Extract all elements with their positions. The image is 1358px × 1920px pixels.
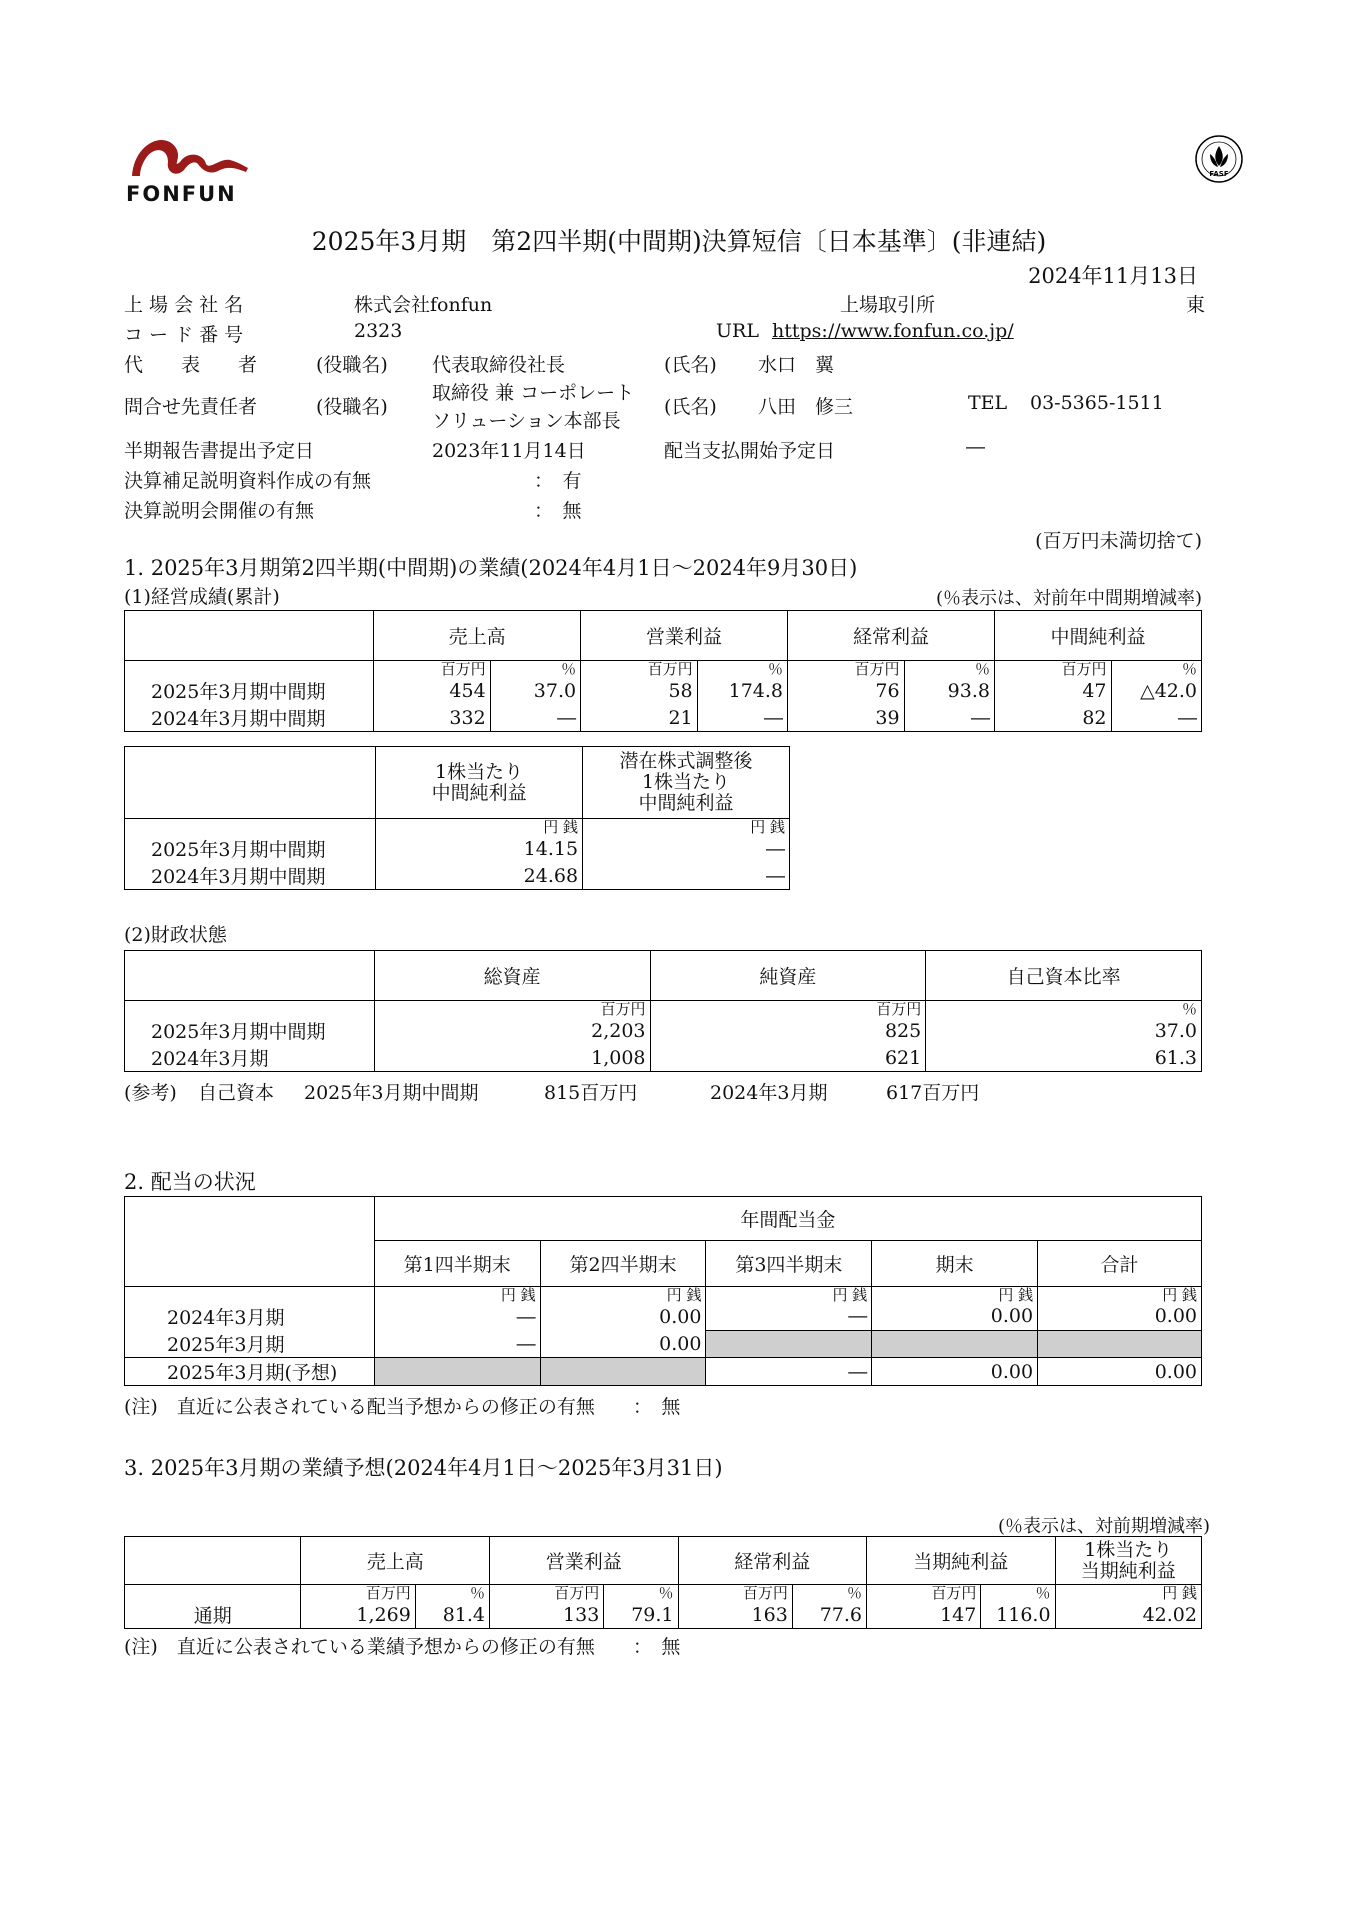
col-eps <box>376 747 583 819</box>
ref-period-2: 2024年3月期 <box>710 1082 828 1104</box>
col-eps-line1: 1株当たり <box>1084 1538 1173 1561</box>
col-q3: 第3四半期末 <box>706 1241 872 1287</box>
unit-cell: 百万円 <box>788 661 905 678</box>
col-sales: 売上高 <box>301 1537 490 1585</box>
col-year-end: 期末 <box>872 1241 1038 1287</box>
section3-heading: 3. 2025年3月期の業績予想(2024年4月1日～2025年3月31日) <box>124 1456 723 1480</box>
section1-sub1: (1)経営成績(累計) <box>124 586 280 608</box>
financial-table <box>124 950 1202 1072</box>
briefing-value: ： 無 <box>534 500 582 522</box>
unit-cell: 百万円 <box>994 661 1111 678</box>
section1-heading: 1. 2025年3月期第2四半期(中間期)の業績(2024年4月1日～2024年9月30日) <box>124 556 858 580</box>
cell: 14.15 <box>376 835 583 862</box>
unit-cell: 百万円 <box>374 1001 650 1018</box>
unit-cell: 百万円 <box>678 1585 792 1602</box>
unit-cell: 円 銭 <box>374 1287 540 1304</box>
col-q2: 第2四半期末 <box>540 1241 706 1287</box>
unit-cell: ％ <box>1111 661 1202 678</box>
cell <box>1038 1330 1202 1358</box>
row-label: 2025年3月期中間期 <box>125 677 374 704</box>
cell: ― <box>583 835 790 862</box>
rounding-note: (百万円未満切捨て) <box>1035 530 1202 552</box>
cell: 21 <box>581 704 698 732</box>
unit-cell: 百万円 <box>490 1585 604 1602</box>
cell: ― <box>904 704 994 732</box>
col-operating: 営業利益 <box>581 611 788 661</box>
cell: 37.0 <box>926 1017 1202 1044</box>
row-label: 2024年3月期 <box>125 1044 375 1072</box>
cell: 0.00 <box>540 1303 706 1330</box>
tel-value: 03-5365-1511 <box>1030 392 1164 414</box>
unit-cell: 円 銭 <box>706 1287 872 1304</box>
col-eps-line2: 当期純利益 <box>1080 1559 1176 1582</box>
table-row <box>125 1601 1202 1629</box>
cell: 147 <box>867 1601 981 1629</box>
cell: 0.00 <box>540 1330 706 1358</box>
unit-cell: ％ <box>792 1585 866 1602</box>
row-label: 2024年3月期 <box>125 1303 375 1330</box>
unit-cell: ％ <box>415 1585 489 1602</box>
unit-cell: 円 銭 <box>1038 1287 1202 1304</box>
rep-role-label: (役職名) <box>316 354 388 376</box>
release-date: 2024年11月13日 <box>1028 264 1198 288</box>
dividend-start-value: ― <box>966 436 985 458</box>
cell <box>374 1358 540 1386</box>
logo-wordmark: FONFUN <box>126 182 237 206</box>
rep-role: 代表取締役社長 <box>432 354 566 376</box>
unit-cell: ％ <box>904 661 994 678</box>
header-blank <box>125 611 374 661</box>
rep-name-label: (氏名) <box>664 354 717 376</box>
table-row <box>125 1303 1202 1330</box>
row-label: 2025年3月期(予想) <box>125 1358 375 1386</box>
contact-label: 問合せ先責任者 <box>124 396 258 418</box>
col-diluted-line3: 中間純利益 <box>638 792 734 814</box>
unit-cell: ％ <box>697 661 787 678</box>
supp-label: 決算補足説明資料作成の有無 <box>124 470 372 492</box>
ref-period-1: 2025年3月期中間期 <box>304 1082 479 1104</box>
col-total: 合計 <box>1038 1241 1202 1287</box>
cell <box>872 1330 1038 1358</box>
unit-cell: 円 銭 <box>583 819 790 836</box>
col-eps-line1: 1株当たり <box>435 760 524 783</box>
cell: ― <box>1111 704 1202 732</box>
supp-value: ： 有 <box>534 470 582 492</box>
col-annual-dividend: 年間配当金 <box>374 1197 1201 1241</box>
cell: 37.0 <box>490 677 580 704</box>
table-row <box>125 1330 1202 1358</box>
cell: 47 <box>994 677 1111 704</box>
header-blank <box>125 747 376 819</box>
eps-table <box>124 746 790 890</box>
table-row <box>125 1358 1202 1386</box>
forecast-note: (注) 直近に公表されている業績予想からの修正の有無 ： 無 <box>124 1636 681 1658</box>
table-row <box>125 677 1202 704</box>
rep-name: 水口 翼 <box>758 354 835 376</box>
cell: 825 <box>650 1017 926 1044</box>
contact-role-line1: 取締役 兼 コーポレート <box>432 382 635 404</box>
unit-cell: 百万円 <box>374 661 491 678</box>
unit-cell: 円 銭 <box>1055 1585 1201 1602</box>
cell: 621 <box>650 1044 926 1072</box>
cell: ― <box>583 862 790 890</box>
cell: 93.8 <box>904 677 994 704</box>
unit-cell: 百万円 <box>867 1585 981 1602</box>
table-row <box>125 1044 1202 1072</box>
company-url-link[interactable]: https://www.fonfun.co.jp/ <box>772 320 1014 342</box>
dividend-table <box>124 1196 1202 1386</box>
col-ordinary: 経常利益 <box>788 611 995 661</box>
unit-cell: 百万円 <box>301 1585 415 1602</box>
report-date: 2023年11月14日 <box>432 440 586 462</box>
table-row <box>125 1017 1202 1044</box>
table-row <box>125 704 1202 732</box>
col-total-assets: 総資産 <box>374 951 650 1001</box>
col-eps <box>1055 1537 1201 1585</box>
col-net: 中間純利益 <box>994 611 1201 661</box>
cell: 0.00 <box>872 1358 1038 1386</box>
cell: 82 <box>994 704 1111 732</box>
rep-label: 代 表 者 <box>124 354 258 376</box>
cell: 133 <box>490 1601 604 1629</box>
fasf-seal-icon <box>1194 134 1244 184</box>
col-diluted-line2: 1株当たり <box>641 771 731 793</box>
ref-label: (参考) <box>124 1082 177 1104</box>
tel-label: TEL <box>968 392 1008 414</box>
cell: 42.02 <box>1055 1601 1201 1629</box>
unit-cell: 円 銭 <box>872 1287 1038 1304</box>
section3-pct-note: (％表示は、対前期増減率) <box>997 1516 1210 1537</box>
col-q1: 第1四半期末 <box>374 1241 540 1287</box>
col-sales: 売上高 <box>374 611 581 661</box>
cell: 116.0 <box>981 1601 1055 1629</box>
document-title: 2025年3月期 第2四半期(中間期)決算短信〔日本基準〕(非連結) <box>311 227 1047 256</box>
unit-cell: ％ <box>490 661 580 678</box>
code-label: コ ー ド 番 号 <box>124 324 244 346</box>
cell: 79.1 <box>604 1601 678 1629</box>
ref-value-1: 815百万円 <box>544 1082 638 1104</box>
cell: 332 <box>374 704 491 732</box>
row-label: 2024年3月期中間期 <box>125 862 376 890</box>
report-label: 半期報告書提出予定日 <box>124 440 315 462</box>
unit-cell: 円 銭 <box>376 819 583 836</box>
row-label: 通期 <box>125 1601 301 1629</box>
cell <box>706 1330 872 1358</box>
cell: 0.00 <box>872 1303 1038 1330</box>
header-blank <box>125 1537 301 1585</box>
contact-role-label: (役職名) <box>316 396 388 418</box>
row-label: 2025年3月期中間期 <box>125 1017 375 1044</box>
col-net: 当期純利益 <box>867 1537 1056 1585</box>
cell: △42.0 <box>1111 677 1202 704</box>
svg-text:FASF: FASF <box>1209 170 1229 178</box>
unit-cell: 円 銭 <box>540 1287 706 1304</box>
cell: 1,269 <box>301 1601 415 1629</box>
unit-cell: 百万円 <box>650 1001 926 1018</box>
unit-cell: ％ <box>981 1585 1055 1602</box>
cell: ― <box>706 1358 872 1386</box>
unit-cell: 百万円 <box>581 661 698 678</box>
col-net-assets: 純資産 <box>650 951 926 1001</box>
ref-value-2: 617百万円 <box>886 1082 980 1104</box>
cell: ― <box>374 1330 540 1358</box>
col-ordinary: 経常利益 <box>678 1537 867 1585</box>
col-equity-ratio: 自己資本比率 <box>926 951 1202 1001</box>
row-label: 2025年3月期 <box>125 1330 375 1358</box>
cell: 2,203 <box>374 1017 650 1044</box>
exchange-label: 上場取引所 <box>840 294 936 316</box>
header-blank <box>125 951 375 1001</box>
row-label: 2025年3月期中間期 <box>125 835 376 862</box>
col-eps-line2: 中間純利益 <box>431 781 527 804</box>
table-row <box>125 862 790 890</box>
url-label: URL <box>716 320 759 342</box>
cell: ― <box>374 1303 540 1330</box>
section2-heading: 2. 配当の状況 <box>124 1170 256 1194</box>
briefing-label: 決算説明会開催の有無 <box>124 500 315 522</box>
col-diluted-eps <box>583 747 790 819</box>
cell: 81.4 <box>415 1601 489 1629</box>
cell: 76 <box>788 677 905 704</box>
cell: ― <box>697 704 787 732</box>
cell <box>540 1358 706 1386</box>
unit-cell: ％ <box>926 1001 1202 1018</box>
cell: 58 <box>581 677 698 704</box>
cell: 174.8 <box>697 677 787 704</box>
exchange-value: 東 <box>1186 294 1206 316</box>
cell: ― <box>706 1303 872 1330</box>
cell: 77.6 <box>792 1601 866 1629</box>
contact-role-line2: ソリューション本部長 <box>432 410 621 432</box>
section1-sub2: (2)財政状態 <box>124 924 227 946</box>
forecast-table <box>124 1536 1202 1629</box>
header-blank <box>125 1197 375 1287</box>
cell: 0.00 <box>1038 1303 1202 1330</box>
cell: 454 <box>374 677 491 704</box>
company-name: 株式会社fonfun <box>354 294 493 316</box>
cell: ― <box>490 704 580 732</box>
contact-name: 八田 修三 <box>758 396 854 418</box>
section1-pct-note: (％表示は、対前年中間期増減率) <box>935 588 1202 609</box>
dividend-start-label: 配当支払開始予定日 <box>664 440 836 462</box>
table-row <box>125 835 790 862</box>
dividend-note: (注) 直近に公表されている配当予想からの修正の有無 ： 無 <box>124 1396 681 1418</box>
code-value: 2323 <box>354 320 403 342</box>
company-label: 上 場 会 社 名 <box>124 294 244 316</box>
cell: 39 <box>788 704 905 732</box>
contact-name-label: (氏名) <box>664 396 717 418</box>
unit-cell: ％ <box>604 1585 678 1602</box>
cell: 163 <box>678 1601 792 1629</box>
cell: 24.68 <box>376 862 583 890</box>
cell: 1,008 <box>374 1044 650 1072</box>
col-operating: 営業利益 <box>490 1537 679 1585</box>
cell: 61.3 <box>926 1044 1202 1072</box>
results-table <box>124 610 1202 732</box>
ref-equity: 自己資本 <box>198 1082 275 1104</box>
cell: 0.00 <box>1038 1358 1202 1386</box>
col-diluted-line1: 潜在株式調整後 <box>619 750 753 772</box>
row-label: 2024年3月期中間期 <box>125 704 374 732</box>
